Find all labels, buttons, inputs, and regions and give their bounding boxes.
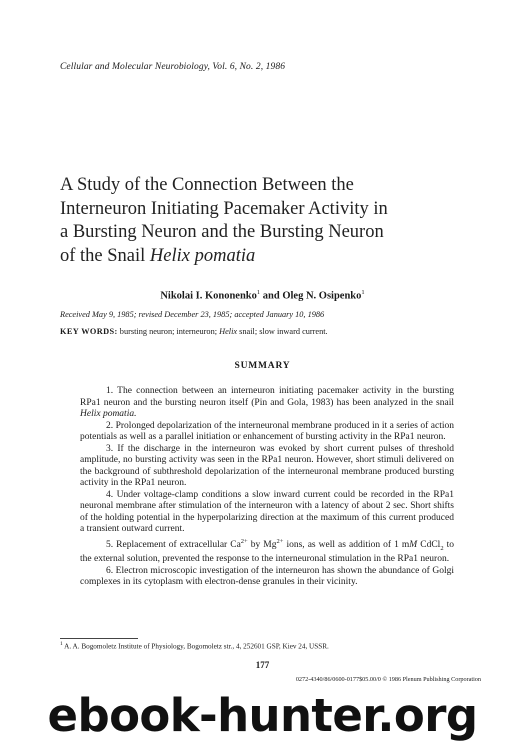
title-text: of the Snail — [60, 245, 150, 266]
paragraph-text: ions, as well as addition of 1 m — [283, 539, 410, 550]
keywords-italic: Helix — [219, 327, 238, 336]
journal-citation: Cellular and Molecular Neurobiology, Vol. 6, No. 2, 1986 — [60, 62, 286, 72]
received-dates: Received May 9, 1985; revised December 23, 1985; accepted January 10, 1986 — [60, 310, 325, 319]
ion-charge: 2+ — [276, 537, 284, 545]
subscript: 2 — [440, 544, 444, 552]
footnote-rule — [60, 638, 138, 639]
watermark: ebook-hunter.org — [47, 689, 478, 742]
paragraph-text: 5. Replacement of extracellular Ca — [106, 539, 241, 550]
copyright-line: 0272-4340/86/0600-0177$05.00/0 © 1986 Plenum Publishing Corporation — [295, 676, 481, 683]
keywords-label: KEY WORDS: — [60, 327, 118, 336]
title-line: Interneuron Initiating Pacemaker Activity in — [60, 198, 388, 219]
summary-paragraph-3: 3. If the discharge in the interneuron was evoked by short current pulses of threshold amplitude, no bursting activity was seen in the RPa1 neuron. However, short stimuli delivered on the background of subthreshold depolarization of the interneuronal membrane produced bursting activity in the RPa1 neuron. — [80, 443, 454, 488]
ion-charge: 2+ — [240, 537, 248, 545]
summary-paragraph-2: 2. Prolonged depolarization of the interneuronal membrane produced in it a series of action potentials as well as a parallel initiation or enhancement of bursting activity in the RPa1 neuron. — [80, 420, 454, 442]
summary-paragraph-5 — [80, 536, 454, 566]
title-line: a Bursting Neuron and the Bursting Neuron — [60, 222, 384, 242]
paragraph-text: by Mg — [247, 539, 277, 550]
summary-paragraph-1 — [80, 386, 454, 421]
affiliation-mark: 1 — [361, 289, 365, 296]
keywords-text: bursting neuron; interneuron; — [117, 327, 220, 336]
footnote-text: A. A. Bogomoletz Institute of Physiology, Bogomoletz str., 4, 252601 GSP, Kiev 24, USSR. — [62, 642, 329, 651]
paragraph-text: CdCl — [417, 539, 441, 550]
paragraph-text: 1. The connection between an interneuron initiating pacemaker activity in the bursting RPa1 neuron and the bursting neuron itself (Pin and Gola, 1983) has been analyzed in the snail — [80, 386, 454, 408]
author-line — [0, 289, 525, 302]
title-line: A Study of the Connection Between the — [60, 175, 354, 195]
author-name: Nikolai I. Kononenko — [160, 290, 257, 302]
summary-heading: SUMMARY — [234, 361, 291, 371]
author-separator: and — [260, 290, 283, 302]
keywords — [60, 327, 328, 336]
footnote — [60, 641, 329, 650]
page-number: 177 — [255, 660, 270, 670]
author-name: Oleg N. Osipenko — [282, 290, 362, 302]
paragraph-text: to the external solution, prevented the response to the interneuronal stimulation in the RPa1 neuron. — [80, 539, 455, 565]
article-title — [60, 174, 490, 268]
species-name: Helix pomatia — [149, 245, 256, 266]
keywords-text: snail; slow inward current. — [237, 327, 328, 336]
summary-paragraph-4: 4. Under voltage-clamp conditions a slow inward current could be recorded in the RPa1 neuronal membrane after stimulation of the interneuron with a latency of about 2 sec. Short shifts of the holding potential in the hyperpolarizing direction at the maximum of this current produced a transient outward current. — [80, 489, 454, 534]
affiliation-mark: 1 — [256, 289, 261, 296]
unit-symbol: M — [409, 539, 418, 550]
summary-body — [80, 386, 454, 589]
footnote-mark: 1 — [60, 641, 63, 647]
summary-paragraph-6: 6. Electron microscopic investigation of the interneuron has shown the abundance of Golgi complexes in its cytoplasm with electron-dense granules in their vicinity. — [80, 565, 454, 588]
title-line — [60, 245, 490, 269]
species-name: Helix pomatia. — [80, 409, 137, 419]
